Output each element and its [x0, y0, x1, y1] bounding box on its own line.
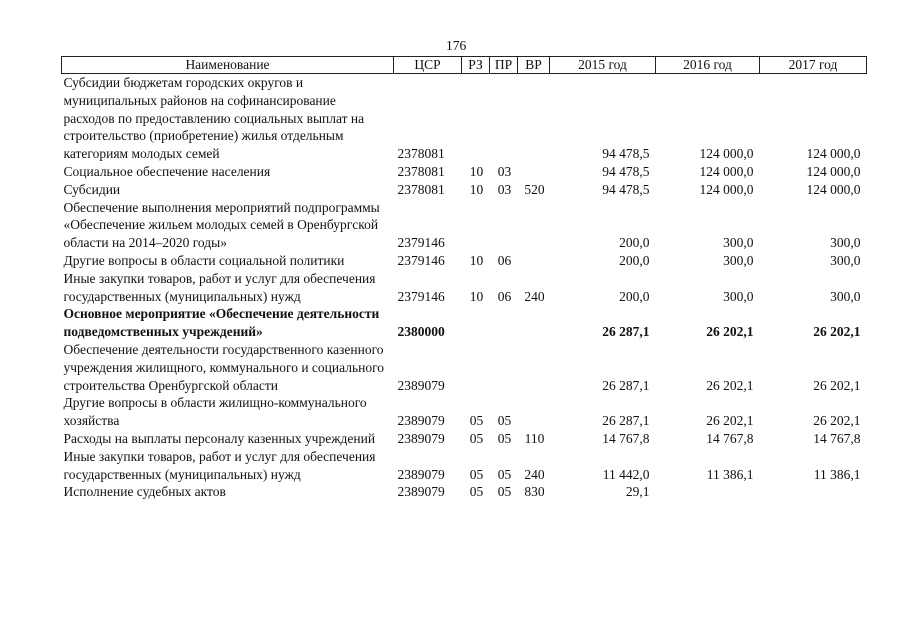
cell-2015: 14 767,8 — [602, 430, 650, 446]
cell-2017: 26 202,1 — [813, 413, 861, 429]
cell-rz: 05 — [469, 413, 484, 429]
cell-2016: 26 202,1 — [706, 377, 754, 393]
cell-name: Обеспечение деятельности государственного казенного учреждения жилищного, коммунального и социального строительства Оренбургской области — [63, 341, 385, 393]
cell-2016: 124 000,0 — [699, 146, 754, 162]
table-body — [62, 74, 867, 502]
cell-2015: 94 478,5 — [602, 163, 650, 179]
header-pr: ПР — [490, 57, 518, 74]
cell-2016: 26 202,1 — [706, 413, 754, 429]
cell-vr — [518, 394, 550, 430]
cell-vr: 520 — [524, 181, 545, 197]
table-header — [62, 57, 867, 74]
header-year-2016: 2016 год — [656, 57, 760, 74]
cell-2016: 300,0 — [723, 288, 754, 304]
cell-2015: 200,0 — [619, 235, 650, 251]
cell-csr: 2389079 — [397, 413, 445, 429]
cell-2016: 300,0 — [723, 235, 754, 251]
table-row — [62, 341, 867, 394]
cell-vr — [518, 199, 550, 252]
cell-rz: 10 — [469, 252, 484, 268]
table-row — [62, 430, 867, 448]
cell-vr — [518, 341, 550, 394]
header-rz: РЗ — [462, 57, 490, 74]
cell-name: Обеспечение выполнения мероприятий подпрограммы «Обеспечение жильем молодых семей в Оренбургской области на 2014–2020 годы» — [63, 199, 380, 251]
cell-2017: 14 767,8 — [813, 430, 861, 446]
cell-csr: 2380000 — [397, 324, 445, 340]
cell-name: Иные закупки товаров, работ и услуг для обеспечения государственных (муниципальных) нужд — [63, 270, 376, 304]
cell-name: Основное мероприятие «Обеспечение деятельности подведомственных учреждений» — [63, 306, 380, 340]
cell-vr: 110 — [524, 430, 545, 446]
table-row — [62, 305, 867, 341]
cell-rz: 05 — [469, 466, 484, 482]
cell-2015: 29,1 — [625, 484, 650, 500]
cell-pr: 06 — [497, 288, 512, 304]
cell-pr: 03 — [497, 163, 512, 179]
cell-name: Иные закупки товаров, работ и услуг для обеспечения государственных (муниципальных) нужд — [63, 448, 376, 482]
cell-csr: 2378081 — [397, 181, 445, 197]
cell-2017 — [760, 483, 867, 501]
cell-vr — [518, 252, 550, 270]
cell-2017: 300,0 — [830, 235, 861, 251]
cell-csr: 2379146 — [397, 235, 445, 251]
cell-2015: 11 442,0 — [602, 466, 650, 482]
cell-name: Другие вопросы в области жилищно-коммунального хозяйства — [63, 395, 367, 429]
cell-2017: 124 000,0 — [806, 181, 861, 197]
cell-pr — [490, 305, 518, 341]
header-row — [62, 57, 867, 74]
cell-csr: 2379146 — [397, 252, 445, 268]
cell-rz: 05 — [469, 484, 484, 500]
header-name: Наименование — [62, 57, 394, 74]
table-row — [62, 252, 867, 270]
cell-csr: 2389079 — [397, 466, 445, 482]
table-row — [62, 163, 867, 181]
cell-rz — [462, 199, 490, 252]
table-row — [62, 394, 867, 430]
cell-csr: 2389079 — [397, 377, 445, 393]
cell-pr: 05 — [497, 430, 512, 446]
cell-name: Другие вопросы в области социальной политики — [63, 252, 345, 268]
header-csr: ЦСР — [394, 57, 462, 74]
cell-2016: 11 386,1 — [706, 466, 754, 482]
cell-rz: 05 — [469, 430, 484, 446]
cell-vr — [518, 305, 550, 341]
table-row — [62, 181, 867, 199]
cell-2017: 26 202,1 — [813, 377, 861, 393]
cell-2015: 26 287,1 — [602, 324, 650, 340]
header-vr: ВР — [518, 57, 550, 74]
cell-pr: 05 — [497, 484, 512, 500]
cell-2015: 200,0 — [619, 288, 650, 304]
cell-rz: 10 — [469, 163, 484, 179]
page-number: 176 — [446, 38, 467, 53]
cell-2017: 124 000,0 — [806, 146, 861, 162]
cell-name: Расходы на выплаты персоналу казенных учреждений — [63, 430, 376, 446]
cell-2017: 300,0 — [830, 288, 861, 304]
cell-name: Субсидии — [63, 181, 121, 197]
cell-2015: 200,0 — [619, 252, 650, 268]
cell-csr: 2378081 — [397, 146, 445, 162]
cell-pr — [490, 199, 518, 252]
cell-rz — [462, 74, 490, 163]
cell-pr: 06 — [497, 252, 512, 268]
cell-2016: 14 767,8 — [706, 430, 754, 446]
table-row — [62, 448, 867, 484]
cell-2015: 94 478,5 — [602, 146, 650, 162]
cell-2017: 26 202,1 — [813, 324, 861, 340]
cell-2017: 300,0 — [830, 252, 861, 268]
cell-csr: 2378081 — [397, 163, 445, 179]
cell-2017: 124 000,0 — [806, 163, 861, 179]
cell-pr: 03 — [497, 181, 512, 197]
cell-2017: 11 386,1 — [813, 466, 861, 482]
cell-rz — [462, 305, 490, 341]
cell-csr: 2389079 — [397, 430, 445, 446]
cell-name: Исполнение судебных актов — [63, 484, 226, 500]
cell-vr — [518, 74, 550, 163]
cell-pr: 05 — [497, 466, 512, 482]
budget-table — [61, 56, 867, 501]
cell-vr — [518, 163, 550, 181]
header-year-2017: 2017 год — [760, 57, 867, 74]
cell-2016: 26 202,1 — [706, 324, 754, 340]
cell-name: Субсидии бюджетам городских округов и муниципальных районов на софинансирование расходов по предоставлению социальных выплат на строительство (приобретение) жилья отдельным категориям молодых семей — [63, 75, 365, 162]
table-row — [62, 270, 867, 306]
header-year-2015: 2015 год — [550, 57, 656, 74]
cell-pr — [490, 74, 518, 163]
cell-vr: 240 — [524, 466, 545, 482]
cell-csr: 2389079 — [397, 484, 445, 500]
cell-rz — [462, 341, 490, 394]
cell-csr: 2379146 — [397, 288, 445, 304]
table-row — [62, 483, 867, 501]
cell-pr: 05 — [497, 413, 512, 429]
cell-2016: 300,0 — [723, 252, 754, 268]
cell-rz: 10 — [469, 181, 484, 197]
table-row — [62, 74, 867, 163]
cell-2015: 26 287,1 — [602, 413, 650, 429]
cell-2016: 124 000,0 — [699, 181, 754, 197]
cell-2016: 124 000,0 — [699, 163, 754, 179]
cell-name: Социальное обеспечение населения — [63, 163, 271, 179]
cell-2015: 26 287,1 — [602, 377, 650, 393]
cell-2016 — [656, 483, 760, 501]
cell-vr: 830 — [524, 484, 545, 500]
cell-rz: 10 — [469, 288, 484, 304]
table-row — [62, 199, 867, 252]
cell-2015: 94 478,5 — [602, 181, 650, 197]
cell-vr: 240 — [524, 288, 545, 304]
cell-pr — [490, 341, 518, 394]
